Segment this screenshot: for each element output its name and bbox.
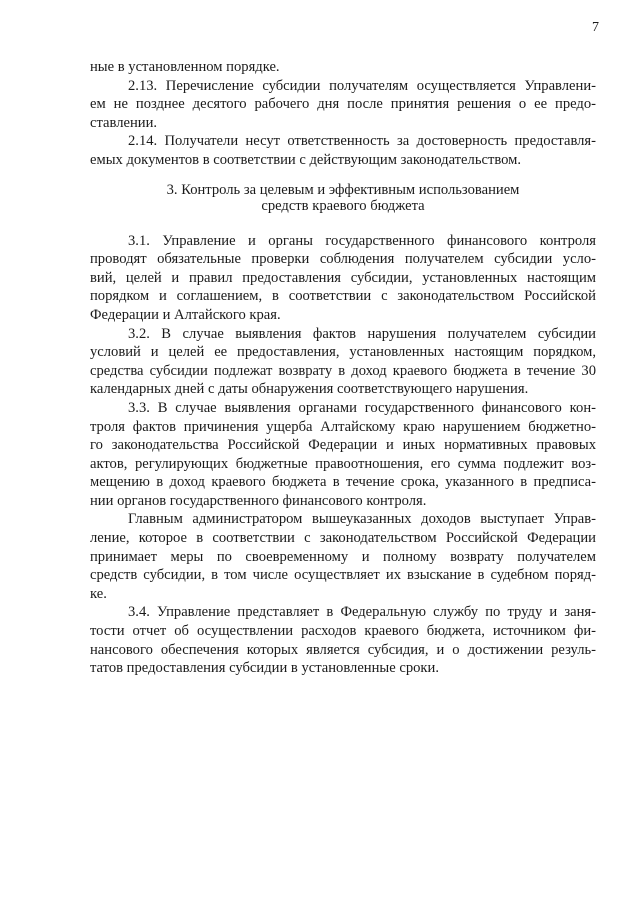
text-line: ные в установленном порядке. — [90, 59, 280, 75]
section-3-heading — [90, 182, 596, 214]
text-line: го законодательства Российской Федерации и иных нормативных правовых — [90, 437, 596, 454]
text-line: 3.2. В случае выявления фактов нарушения получателем субсидии — [128, 325, 596, 342]
text-line: мещению в доход краевого бюджета в течение срока, указанного в предписа- — [90, 474, 596, 491]
text-line: 3.4. Управление представляет в Федеральную службу по труду и заня- — [128, 604, 596, 621]
spacer — [90, 170, 596, 182]
document-body — [90, 58, 596, 678]
text-line: ем не позднее десятого рабочего дня после принятия решения о ее предо- — [90, 96, 596, 113]
text-line: ление, которое в соответствии с законодательством Российской Федерации — [90, 530, 596, 547]
text-line: вий, целей и правил предоставления субсидии, установленных настоящим — [90, 269, 596, 286]
paragraph-2-14 — [90, 132, 596, 169]
text-line: нии органов государственного финансового контроля. — [90, 492, 427, 509]
text-line: ставлении. — [90, 114, 158, 131]
paragraph-2-13 — [90, 77, 596, 133]
text-line: татов предоставления субсидии в установленные сроки. — [90, 660, 439, 677]
paragraph-administrator — [90, 510, 596, 603]
section-heading-line: 3. Контроль за целевым и эффективным использованием — [166, 181, 520, 198]
text-line: троля фактов причинения ущерба Алтайскому краю нарушением бюджетно- — [90, 418, 596, 435]
text-line: емых документов в соответствии с действующим законодательством. — [90, 151, 522, 168]
paragraph-3-1 — [90, 232, 596, 325]
page-number: 7 — [592, 20, 599, 35]
text-line: Федерации и Алтайского края. — [90, 306, 281, 323]
section-heading-line: средств краевого бюджета — [261, 197, 425, 214]
text-line: 2.13. Перечисление субсидии получателям осуществляется Управлени- — [128, 77, 596, 94]
text-line: актов, регулирующих бюджетные правоотношения, его сумма подлежит воз- — [90, 455, 596, 472]
text-line: 3.3. В случае выявления органами государственного финансового кон- — [128, 399, 596, 416]
text-line: тости отчет об осуществлении расходов краевого бюджета, источником фи- — [90, 623, 596, 640]
paragraph-3-4 — [90, 603, 596, 677]
paragraph-3-2 — [90, 325, 596, 399]
text-line: 3.1. Управление и органы государственного финансового контроля — [128, 232, 596, 249]
text-line: нансового обеспечения которых является субсидия, и о достижении резуль- — [90, 641, 596, 658]
paragraph-3-3 — [90, 399, 596, 511]
text-line: ке. — [90, 585, 107, 602]
text-line: средства субсидии подлежат возврату в доход краевого бюджета в течение 30 — [90, 362, 596, 379]
paragraph-intro — [90, 58, 596, 77]
text-line: 2.14. Получатели несут ответственность за достоверность предоставля- — [128, 133, 596, 150]
text-line: календарных дней с даты обнаружения соответствующего нарушения. — [90, 381, 529, 398]
text-line: Главным администратором вышеуказанных доходов выступает Управ- — [128, 511, 596, 528]
text-line: средств субсидии, в том числе осуществляет их взыскание в судебном поряд- — [90, 567, 596, 584]
text-line: порядком и соглашением, в соответствии с законодательством Российской — [90, 288, 596, 305]
text-line: условий и целей ее предоставления, установленных настоящим порядком, — [90, 344, 596, 361]
text-line: проводят обязательные проверки соблюдения получателем субсидии усло- — [90, 251, 596, 268]
text-line: принимает меры по своевременному и полному возврату получателем — [90, 548, 596, 565]
spacer — [90, 214, 596, 232]
